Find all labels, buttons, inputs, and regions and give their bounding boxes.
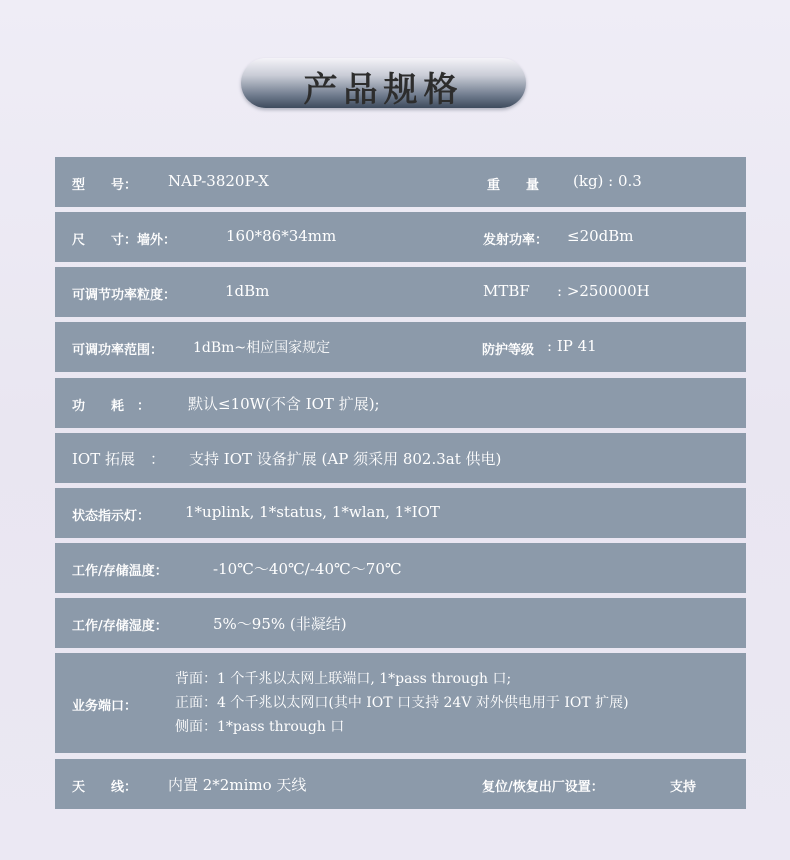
spec-row-antenna-reset (55, 759, 746, 809)
power-range-value: 1dBm~相应国家规定 (193, 340, 331, 356)
humidity-label: 工作/存储湿度： (72, 619, 168, 634)
protection-value: : IP 41 (547, 337, 597, 355)
iot-label: IOT 拓展 ： (72, 450, 165, 468)
weight-label: 重 量 (487, 178, 540, 193)
ports-line-front: 正面：4 个千兆以太网口(其中 IOT 口支持 24V 对外供电用于 IOT 扩展) (175, 695, 629, 711)
reset-value: 支持 (670, 780, 697, 795)
spec-row-iot (55, 433, 746, 483)
spec-row-granularity-mtbf (55, 267, 746, 317)
spec-row-range-protection (55, 322, 746, 372)
page-title: 产品规格 (303, 69, 464, 110)
model-label: 型 号： (72, 178, 138, 193)
indicator-value: 1*uplink, 1*status, 1*wlan, 1*IOT (185, 503, 440, 521)
spec-row-indicator (55, 488, 746, 538)
mtbf-label: MTBF (483, 282, 530, 300)
temperature-value: -10℃～40℃/-40℃～70℃ (213, 560, 402, 578)
spec-row-ports (55, 653, 746, 753)
temperature-label: 工作/存储温度： (72, 564, 168, 579)
antenna-value: 内置 2*2mimo 天线 (168, 776, 307, 794)
spec-row-size-power (55, 212, 746, 262)
ports-line-side: 侧面：1*pass through 口 (175, 719, 345, 735)
consumption-value: 默认≤10W(不含 IOT 扩展); (188, 395, 380, 413)
granularity-label: 可调节功率粒度： (72, 288, 177, 303)
mtbf-value: : >250000H (557, 282, 650, 300)
weight-value: (kg) : 0.3 (573, 172, 642, 190)
indicator-label: 状态指示灯： (72, 509, 151, 524)
granularity-value: 1dBm (225, 282, 270, 300)
antenna-label: 天 线： (72, 780, 138, 795)
tx-power-label: 发射功率： (483, 233, 549, 248)
size-label: 尺 寸：墙外： (72, 233, 177, 248)
spec-row-temperature (55, 543, 746, 593)
tx-power-value: ≤20dBm (567, 227, 634, 245)
humidity-value: 5%～95% (非凝结) (213, 615, 347, 633)
model-value: NAP-3820P-X (168, 172, 269, 190)
title-banner (241, 58, 526, 108)
spec-row-humidity (55, 598, 746, 648)
protection-label: 防护等级 (482, 343, 535, 358)
iot-value: 支持 IOT 设备扩展 (AP 须采用 802.3at 供电) (189, 450, 502, 468)
power-range-label: 可调功率范围： (72, 343, 164, 358)
ports-line-back: 背面：1 个千兆以太网上联端口, 1*pass through 口; (175, 671, 512, 687)
consumption-label: 功 耗 ： (72, 399, 151, 414)
reset-label: 复位/恢复出厂设置： (482, 780, 604, 795)
size-value: 160*86*34mm (226, 227, 337, 245)
spec-row-model-weight (55, 157, 746, 207)
spec-row-consumption (55, 378, 746, 428)
ports-label: 业务端口： (72, 699, 138, 714)
